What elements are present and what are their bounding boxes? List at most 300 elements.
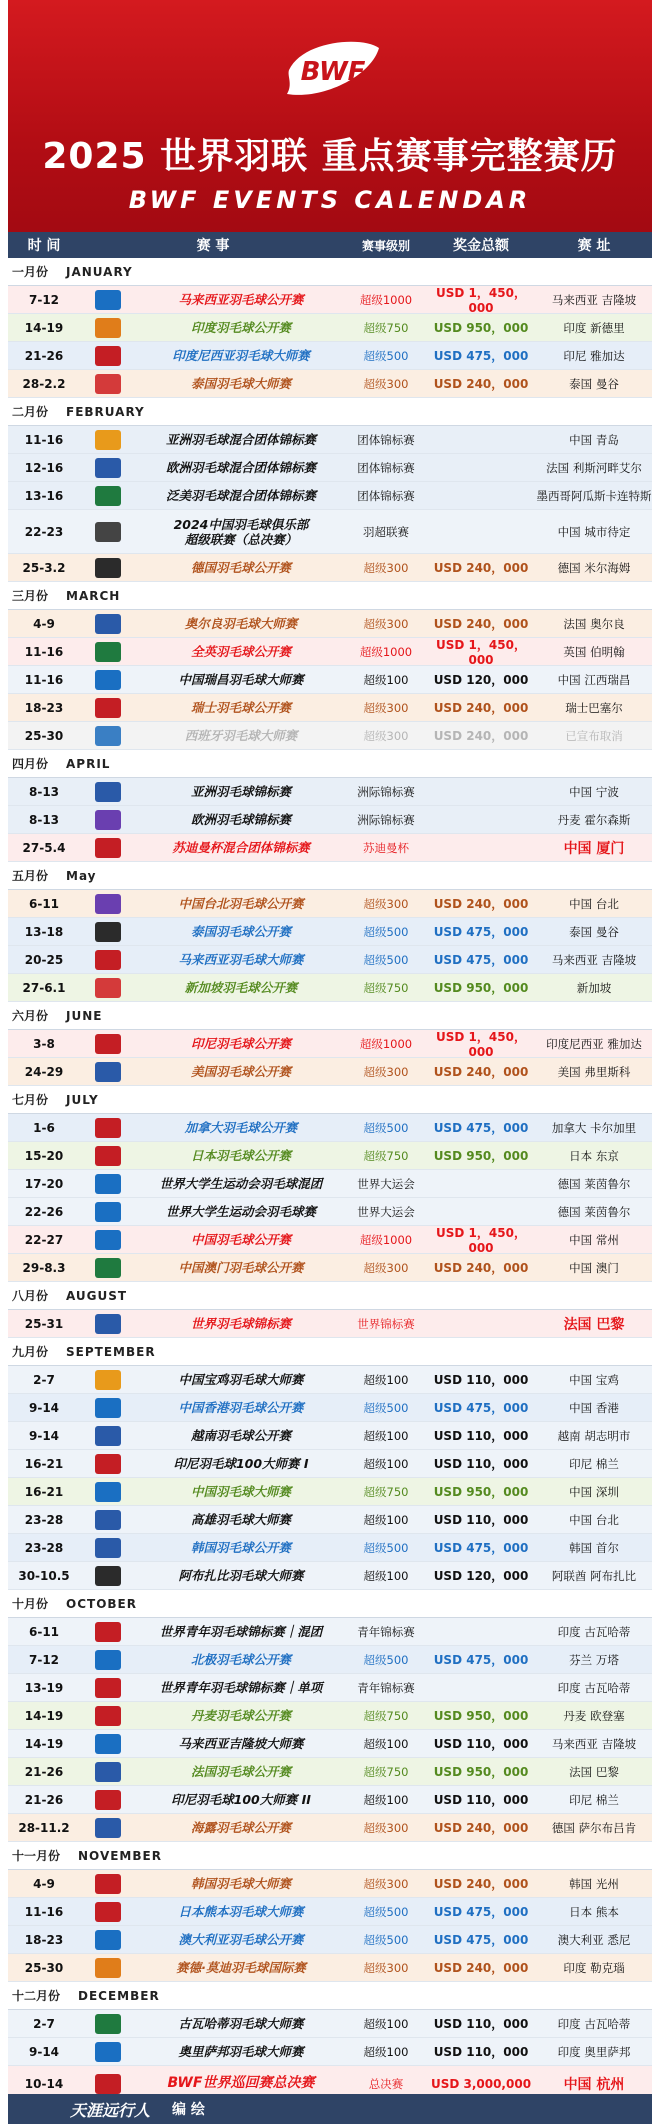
tournament-logo-icon [95,1426,121,1446]
event-logo-cell [80,2014,136,2034]
event-date: 29-8.3 [22,1260,66,1275]
event-name: 中国羽毛球大师赛 [190,1484,291,1499]
event-prize: USD 475，000 [433,1401,529,1415]
event-venue: 马来西亚 吉隆坡 [551,952,637,967]
event-logo-cell [80,1734,136,1754]
month-cn: 四月份 [12,757,49,771]
event-level: 超级750 [363,980,409,995]
event-date: 4-9 [33,616,55,631]
tournament-logo-icon [95,374,121,394]
event-name: 苏迪曼杯混合团体锦标赛 [172,840,310,855]
event-logo-cell [80,558,136,578]
event-name: 泛美羽毛球混合团体锦标赛 [165,488,316,503]
event-level: 超级500 [363,1540,409,1555]
event-row [8,1674,652,1702]
event-date: 1-6 [33,1120,55,1135]
month-header [8,1590,652,1618]
event-level: 超级750 [363,320,409,335]
event-date: 25-30 [24,1960,64,1975]
month-cn: 三月份 [12,589,49,603]
event-venue: 印度尼西亚 雅加达 [546,1036,642,1051]
event-date: 11-16 [24,644,64,659]
event-level: 超级500 [363,1120,409,1135]
event-logo-cell [80,1650,136,1670]
event-logo-cell [80,1146,136,1166]
event-row [8,1310,652,1338]
event-prize: USD 240，000 [433,561,529,575]
event-level: 超级1000 [359,644,413,659]
tournament-logo-icon [95,978,121,998]
tournament-logo-icon [95,614,121,634]
event-row [8,2038,652,2066]
event-row [8,314,652,342]
event-level: 团体锦标赛 [357,488,415,503]
event-row [8,1142,652,1170]
event-level: 超级100 [363,2044,409,2059]
event-date: 25-30 [24,728,64,743]
event-venue: 马来西亚 吉隆坡 [551,292,637,307]
event-name: 亚洲羽毛球锦标赛 [190,784,291,799]
event-prize: USD 120，000 [433,673,529,687]
event-date: 28-2.2 [22,376,66,391]
event-level: 超级100 [363,1792,409,1807]
event-date: 22-23 [24,524,64,539]
event-prize: USD 240，000 [433,617,529,631]
event-name: 印度尼西亚羽毛球大师赛 [172,348,310,363]
event-venue: 中国 杭州 [563,2076,625,2093]
tournament-logo-icon [95,1230,121,1250]
event-logo-cell [80,1454,136,1474]
event-level: 世界大运会 [357,1204,415,1219]
event-prize: USD 475，000 [433,925,529,939]
event-logo-cell [80,642,136,662]
event-level: 超级750 [363,1484,409,1499]
event-level: 超级300 [363,1820,409,1835]
event-row [8,1562,652,1590]
event-logo-cell [80,1258,136,1278]
event-level: 青年锦标赛 [357,1624,415,1639]
month-en: JANUARY [66,264,133,279]
event-logo-cell [80,318,136,338]
event-venue: 印度 奥里萨邦 [557,2044,631,2059]
month-cn: 七月份 [12,1093,49,1107]
tournament-logo-icon [95,1818,121,1838]
event-name: 中国宝鸡羽毛球大师赛 [178,1372,304,1387]
event-level: 超级500 [363,1932,409,1947]
event-logo-cell [80,458,136,478]
event-row [8,1394,652,1422]
event-date: 16-21 [24,1484,64,1499]
event-level: 超级500 [363,924,409,939]
event-level: 超级750 [363,1764,409,1779]
event-venue: 美国 弗里斯科 [557,1064,631,1079]
event-date: 25-31 [24,1316,64,1331]
event-row [8,610,652,638]
event-level: 超级1000 [359,1036,413,1051]
event-name: 日本熊本羽毛球大师赛 [178,1904,304,1919]
event-row [8,918,652,946]
month-en: JULY [66,1092,99,1107]
event-row [8,722,652,750]
event-date: 21-26 [24,348,64,363]
event-name: 韩国羽毛球公开赛 [190,1540,291,1555]
event-date: 11-16 [24,1904,64,1919]
event-prize: USD 110，000 [433,2045,529,2059]
event-level: 超级300 [363,896,409,911]
event-row [8,890,652,918]
event-logo-cell [80,1762,136,1782]
event-row [8,1226,652,1254]
event-level: 羽超联赛 [363,524,409,539]
event-venue: 中国 澳门 [569,1260,619,1275]
event-level: 超级100 [363,1736,409,1751]
event-date: 12-16 [24,460,64,475]
event-date: 16-21 [24,1456,64,1471]
event-name: 北极羽毛球公开赛 [190,1652,291,1667]
event-row [8,342,652,370]
event-name: 奥里萨邦羽毛球大师赛 [178,2044,304,2059]
tournament-logo-icon [95,1174,121,1194]
event-level: 苏迪曼杯 [363,840,409,855]
event-date: 22-27 [24,1232,64,1247]
month-header [8,1982,652,2010]
event-logo-cell [80,430,136,450]
event-date: 7-12 [28,292,60,307]
event-logo-cell [80,346,136,366]
event-prize: USD 110，000 [433,1737,529,1751]
month-header [8,258,652,286]
event-level: 超级100 [363,1512,409,1527]
event-logo-cell [80,782,136,802]
event-venue: 马来西亚 吉隆坡 [551,1736,637,1751]
event-row [8,974,652,1002]
tournament-logo-icon [95,1958,121,1978]
month-en: AUGUST [66,1288,128,1303]
event-row [8,1506,652,1534]
event-date: 25-3.2 [22,560,66,575]
tournament-logo-icon [95,1930,121,1950]
tournament-logo-icon [95,1734,121,1754]
event-prize: USD 240，000 [433,1261,529,1275]
event-level: 世界大运会 [357,1176,415,1191]
event-row [8,1450,652,1478]
event-prize: USD 475，000 [433,1121,529,1135]
event-level: 超级300 [363,1260,409,1275]
event-date: 8-13 [28,784,60,799]
tournament-logo-icon [95,1202,121,1222]
event-name: 泰国羽毛球公开赛 [190,924,291,939]
event-prize: USD 110，000 [433,2017,529,2031]
event-row [8,1702,652,1730]
event-row [8,2010,652,2038]
event-row [8,806,652,834]
event-level: 超级750 [363,1148,409,1163]
month-header [8,398,652,426]
event-name: 澳大利亚羽毛球公开赛 [178,1932,304,1947]
event-name: 中国香港羽毛球公开赛 [178,1400,304,1415]
event-venue: 印尼 棉兰 [569,1456,619,1471]
event-date: 10-14 [24,2076,64,2091]
col-event: 赛 事 [196,238,230,254]
event-prize: USD 110，000 [433,1793,529,1807]
event-name: 世界青年羽毛球锦标赛｜单项 [159,1680,323,1695]
event-level: 洲际锦标赛 [357,784,415,799]
event-row [8,666,652,694]
event-date: 3-8 [33,1036,55,1051]
event-date: 27-6.1 [22,980,66,995]
event-row [8,1618,652,1646]
tournament-logo-icon [95,290,121,310]
event-level: 超级500 [363,952,409,967]
header-banner [0,0,660,232]
event-row [8,426,652,454]
event-row [8,1030,652,1058]
logo-text: BWF [300,57,366,87]
month-header [8,1086,652,1114]
event-venue: 印度 古瓦哈蒂 [557,1624,631,1639]
event-prize: USD 950，000 [433,1709,529,1723]
tournament-logo-icon [95,922,121,942]
event-date: 2-7 [33,1372,55,1387]
event-logo-cell [80,374,136,394]
event-name: 新加坡羽毛球公开赛 [184,980,298,995]
event-level: 超级100 [363,2016,409,2031]
month-cn: 八月份 [12,1289,49,1303]
event-row [8,778,652,806]
event-row [8,946,652,974]
event-date: 21-26 [24,1764,64,1779]
event-venue: 瑞士巴塞尔 [565,700,623,715]
event-prize: USD 3,000,000 [430,2076,532,2091]
event-prize: USD 240，000 [433,897,529,911]
col-venue: 赛 址 [577,238,611,254]
event-row [8,1198,652,1226]
event-name: 美国羽毛球公开赛 [190,1064,291,1079]
event-logo-cell [80,1398,136,1418]
event-venue: 加拿大 卡尔加里 [551,1120,637,1135]
tournament-logo-icon [95,1398,121,1418]
tournament-logo-icon [95,1622,121,1642]
tournament-logo-icon [95,782,121,802]
event-level: 超级100 [363,1372,409,1387]
tournament-logo-icon [95,1874,121,1894]
tournament-logo-icon [95,1314,121,1334]
event-venue: 芬兰 万塔 [569,1652,619,1667]
event-level: 洲际锦标赛 [357,812,415,827]
event-name: 世界大学生运动会羽毛球混团 [159,1176,323,1191]
event-prize: USD 475，000 [433,1653,529,1667]
event-prize: USD 475，000 [433,1933,529,1947]
event-prize: USD 240，000 [433,1821,529,1835]
event-prize: USD 1，450，000 [436,1226,526,1255]
event-date: 23-28 [24,1540,64,1555]
month-en: May [66,868,97,883]
event-venue: 中国 厦门 [563,840,625,857]
month-en: SEPTEMBER [66,1344,156,1359]
month-cn: 二月份 [12,405,49,419]
event-date: 14-19 [24,320,64,335]
event-name: 马来西亚吉隆坡大师赛 [178,1736,304,1751]
event-name: 中国羽毛球公开赛 [190,1232,291,1247]
event-name: 加拿大羽毛球公开赛 [184,1120,298,1135]
event-level: 世界锦标赛 [357,1316,415,1331]
event-date: 6-11 [28,1624,60,1639]
event-level: 青年锦标赛 [357,1680,415,1695]
event-row [8,1422,652,1450]
event-row [8,1814,652,1842]
event-level: 超级100 [363,1456,409,1471]
author: 天涯远行人 [70,2100,151,2120]
tournament-logo-icon [95,838,121,858]
event-logo-cell [80,838,136,858]
event-prize: USD 240，000 [433,729,529,743]
event-row [8,1926,652,1954]
event-logo-cell [80,1538,136,1558]
event-level: 团体锦标赛 [357,460,415,475]
event-name: 阿布扎比羽毛球大师赛 [178,1568,304,1583]
event-logo-cell [80,614,136,634]
event-name: 全英羽毛球公开赛 [190,644,291,659]
event-name: 欧洲羽毛球混合团体锦标赛 [165,460,316,475]
tournament-logo-icon [95,486,121,506]
event-prize: USD 475，000 [433,953,529,967]
event-name: 马来西亚羽毛球大师赛 [178,952,304,967]
event-logo-cell [80,950,136,970]
event-name: 西班牙羽毛球大师赛 [184,728,298,743]
event-logo-cell [80,1426,136,1446]
tournament-logo-icon [95,1706,121,1726]
event-logo-cell [80,1706,136,1726]
month-cn: 六月份 [12,1009,49,1023]
event-prize: USD 475，000 [433,1905,529,1919]
event-level: 超级500 [363,1904,409,1919]
event-venue: 韩国 首尔 [569,1540,619,1555]
event-logo-cell [80,1370,136,1390]
event-name: 欧洲羽毛球锦标赛 [190,812,291,827]
event-venue: 中国 宝鸡 [569,1372,619,1387]
event-name: 古瓦哈蒂羽毛球大师赛 [178,2016,304,2031]
page-title: 2025 世界羽联 重点赛事完整赛历 [42,136,618,177]
event-row [8,454,652,482]
event-prize: USD 110，000 [433,1429,529,1443]
event-name: 赛德·莫迪羽毛球国际赛 [176,1960,306,1975]
month-header [8,862,652,890]
event-logo-cell [80,1062,136,1082]
event-logo-cell [80,1230,136,1250]
event-venue: 德国 莱茵鲁尔 [557,1204,631,1219]
tournament-logo-icon [95,2014,121,2034]
event-row [8,286,652,314]
event-row [8,1058,652,1086]
month-header [8,1842,652,1870]
event-name: 中国瑞昌羽毛球大师赛 [178,672,304,687]
event-date: 13-16 [24,488,64,503]
tournament-logo-icon [95,1650,121,1670]
event-row [8,834,652,862]
event-date: 2-7 [33,2016,55,2031]
event-prize: USD 1，450，000 [436,286,526,315]
event-venue: 澳大利亚 悉尼 [557,1932,631,1947]
event-prize: USD 110，000 [433,1457,529,1471]
event-logo-cell [80,698,136,718]
tournament-logo-icon [95,698,121,718]
event-row [8,694,652,722]
event-level: 超级1000 [359,1232,413,1247]
event-logo-cell [80,2074,136,2094]
tournament-logo-icon [95,430,121,450]
event-row [8,1954,652,1982]
tournament-logo-icon [95,1454,121,1474]
month-cn: 一月份 [12,265,49,279]
event-venue: 日本 东京 [569,1148,619,1163]
event-level: 团体锦标赛 [357,432,415,447]
month-en: APRIL [66,756,111,771]
tournament-logo-icon [95,346,121,366]
event-prize: USD 110，000 [433,1373,529,1387]
event-prize: USD 240，000 [433,701,529,715]
event-name: 高雄羽毛球大师赛 [190,1512,291,1527]
event-logo-cell [80,978,136,998]
event-prize: USD 950，000 [433,321,529,335]
month-en: MARCH [66,588,121,603]
event-venue: 中国 常州 [569,1232,619,1247]
event-prize: USD 950，000 [433,1485,529,1499]
event-name: 世界青年羽毛球锦标赛｜混团 [159,1624,323,1639]
page-subtitle: BWF EVENTS CALENDAR [128,186,532,214]
event-venue: 越南 胡志明市 [557,1428,631,1443]
event-venue: 印尼 雅加达 [563,348,625,363]
tournament-logo-icon [95,1902,121,1922]
event-level: 超级1000 [359,292,413,307]
event-venue: 泰国 曼谷 [569,376,619,391]
event-date: 9-14 [28,1428,60,1443]
event-date: 11-16 [24,672,64,687]
tournament-logo-icon [95,1566,121,1586]
bwf-logo [283,36,383,104]
month-cn: 五月份 [12,869,49,883]
event-row [8,1366,652,1394]
event-level: 超级300 [363,1876,409,1891]
event-logo-cell [80,1482,136,1502]
event-logo-cell [80,670,136,690]
event-date: 21-26 [24,1792,64,1807]
event-name: 韩国羽毛球大师赛 [190,1876,291,1891]
event-row [8,370,652,398]
event-level: 超级750 [363,1708,409,1723]
event-venue: 英国 伯明翰 [563,644,625,659]
event-prize: USD 950，000 [433,1149,529,1163]
event-logo-cell [80,1566,136,1586]
tournament-logo-icon [95,1762,121,1782]
event-level: 超级500 [363,348,409,363]
event-logo-cell [80,726,136,746]
event-logo-cell [80,1118,136,1138]
event-logo-cell [80,522,136,542]
event-venue: 法国 利斯河畔艾尔 [546,460,642,475]
tournament-logo-icon [95,1034,121,1054]
month-header [8,582,652,610]
event-name: 印度羽毛球公开赛 [190,320,291,335]
event-date: 18-23 [24,1932,64,1947]
event-logo-cell [80,1034,136,1054]
event-name: 印尼羽毛球100大师赛 II [171,1792,311,1807]
event-level: 超级300 [363,1064,409,1079]
month-header [8,1002,652,1030]
event-date: 27-5.4 [22,840,66,855]
event-prize: USD 950，000 [433,1765,529,1779]
event-venue: 德国 莱茵鲁尔 [557,1176,631,1191]
event-date: 14-19 [24,1736,64,1751]
